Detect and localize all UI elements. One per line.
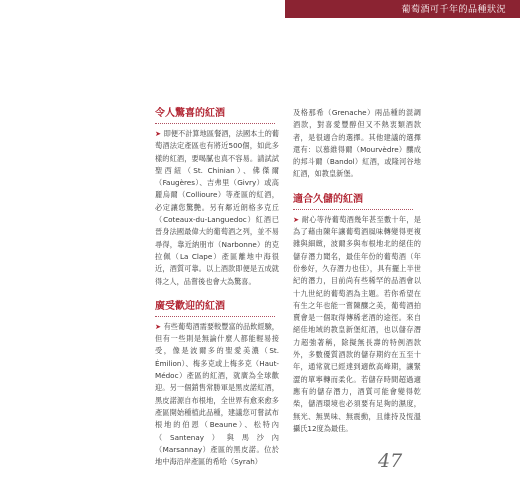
section-divider (155, 123, 275, 124)
section-body-surprising-reds (155, 128, 279, 288)
section-body-popular-reds (155, 321, 279, 469)
section-title-surprising-reds: 令人驚喜的紅酒 (155, 108, 225, 119)
section-text-popular-reds: 有些葡萄酒需要較豐富的品飲經驗，但有一些則是無論什麼人都能輕易接受，像是波爾多的聖愛美濃（St. Émilion）、梅多克或上梅多克（Haut-Médoc）產區的紅酒，就廣為全球歡迎。另一個銷售常勝軍是黑皮諾紅酒，黑皮諾源自布根地，全世界有愈來愈多產區開始種植此品種，建議您可嘗試布根地的伯恩（Beaune）、松特內（Santenay）與馬沙內（Marsannay）產區的黑皮諾。位於地中海沿岸產區的希哈（Syrah） (155, 321, 279, 467)
right-column (293, 107, 421, 435)
arrow-icon: ➤ (155, 321, 164, 331)
section-body-aging-reds (293, 214, 421, 435)
arrow-icon: ➤ (155, 129, 164, 138)
section-text-aging-reds: 耐心等待葡萄酒幾年甚至數十年，是為了藉由陳年讓葡萄酒風味轉變得更複雜與細緻，波爾多與布根地北的絕佳的儲存潛力聞名，最佳年份的葡萄酒（年份參好，久存潛力也佳），具有擺上半世紀的潛力，目前尚有些稀罕的品酒會以十九世紀的葡萄酒為主題。若你希望在有生之年也能一嘗陳釀之美，葡萄酒拍賣會是一個取得傳稀老酒的途徑。來自絕佳地域的教皇新堡紅酒，也以儲存潛力超強著稱，除擬無長壽的特例酒款外，多數優質酒款的儲存期約在五至十年，通常就已經達到適飲高峰期，讓緊澀的單寧轉而柔化。若儲存時間超過適應有的儲存潛力，酒質可能會變得乾柴，儲酒環境也必須要有足夠的濕度，無光、無異味、無震動，且維持及恆溫攝氏12度為最佳。 (293, 214, 421, 433)
section-text-surprising-reds: 即便不計算地區餐酒，法國本土的葡萄酒法定產區也有將近500個，如此多樣的紅酒，要喝膩也真不容易。請試試聖西紐（St. Chinian）、佛傑爾（Faugères）、吉弗里（Givry）或高麗烏爾（Collioure）等產區的紅酒，必定讓您驚艷。另有鄰近朗格多克丘（Coteaux-du-Languedoc）紅酒已晉身法國最偉大的葡萄酒之列，並不易尋得，靠近納朋市（Narbonne）的克拉佩（La Clape）產區離地中海很近，酒質可靠。以上酒款即便是五成就得之人，品嘗後也會大為驚喜。 (155, 129, 279, 286)
chapter-header-title: 葡萄酒可千年的品種狀況 (401, 5, 506, 15)
arrow-icon: ➤ (293, 214, 302, 224)
section-title-popular-reds: 廣受歡迎的紅酒 (155, 300, 225, 312)
chapter-header-bar (285, 0, 520, 18)
left-column (155, 107, 279, 468)
page-number: 47 (378, 450, 403, 472)
section-title-aging-reds: 適合久儲的紅酒 (293, 193, 363, 205)
section-body-continued: 及格那希（Grenache）兩品種的混調酒款，對喜愛豐醇但又不熱衷類酒款者，是很適合的選擇。其他建議的選擇還有：以慕維得爾（Mourvèdre）釀成的邦斗爾（Bandol）紅酒，或隆河谷地紅酒，如教皇新堡。 (293, 108, 421, 179)
section-divider (293, 209, 413, 210)
section-divider (155, 316, 275, 317)
